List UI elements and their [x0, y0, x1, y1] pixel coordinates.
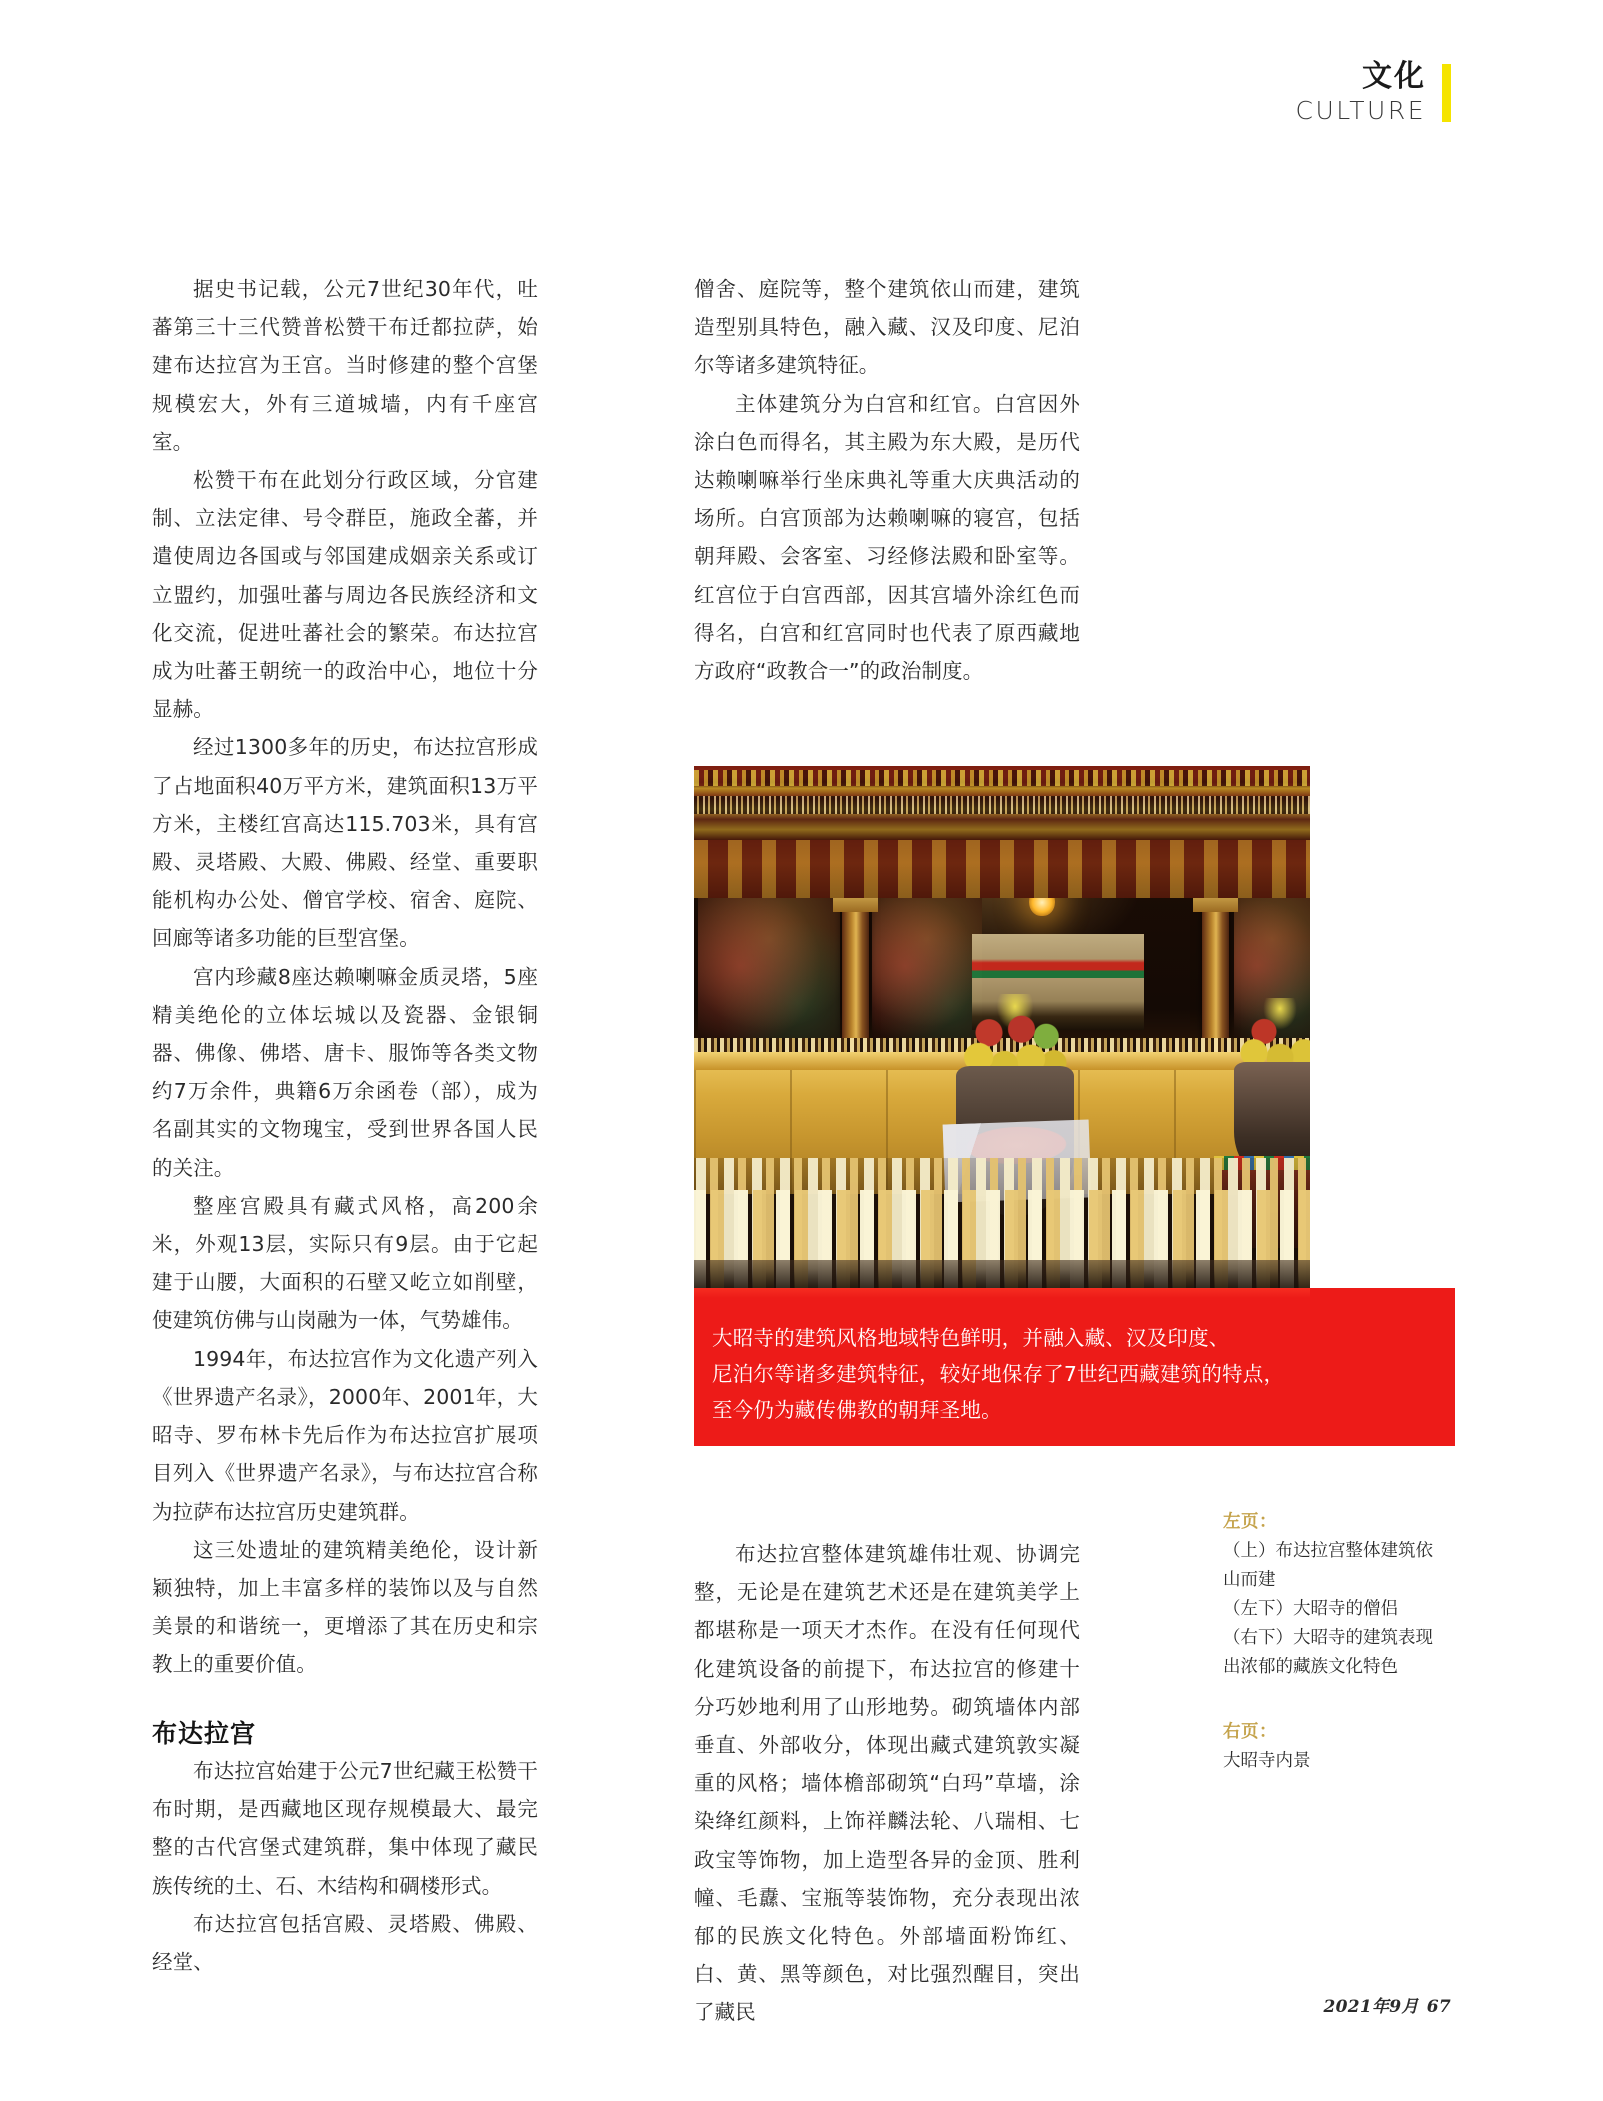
photo-frieze	[694, 766, 1310, 840]
left-page-caption-title: 左页：	[1223, 1512, 1277, 1532]
paragraph: 僧舍、庭院等，整个建筑依山而建，建筑造型别具特色，融入藏、汉及印度、尼泊尔等诸多建筑特征。	[694, 277, 1080, 378]
paragraph: 主体建筑分为白宫和红官。白宫因外涂白色而得名，其主殿为东大殿，是历代达赖喇嘛举行坐床典礼等重大庆典活动的场所。白宫顶部为达赖喇嘛的寝宫，包括朝拜殿、会客室、习经修法殿和卧室等。红宫位于白宫西部，因其宫墙外涂红色而得名，白宫和红宫同时也代表了原西藏地方政府“政教合一”的政治制度。	[694, 391, 1080, 684]
right-page-caption-block	[1223, 1718, 1453, 1776]
section-title-cn: 文化	[1362, 59, 1426, 94]
paragraph: 布达拉宫整体建筑雄伟壮观、协调完整，无论是在建筑艺术还是在建筑美学上都堪称是一项天才杰作。在没有任何现代化建筑设备的前提下，布达拉宫的修建十分巧妙地利用了山形地势。砌筑墙体内部垂直、外部收分，体现出藏式建筑敦实凝重的风格；墙体檐部砌筑“白玛”草墙，涂染绛红颜料，上饰祥麟法轮、八瑞相、七政宝等饰物，加上造型各异的金顶、胜利幢、毛纛、宝瓶等装饰物，充分表现出浓郁的民族文化特色。外部墙面粉饰红、白、黄、黑等颜色，对比强烈醒目，突出了藏民	[694, 1542, 1080, 2025]
caption-line: 山而建	[1223, 1570, 1276, 1590]
photo-valance	[694, 840, 1310, 898]
caption-line: 大昭寺内景	[1223, 1751, 1311, 1771]
body-column-right-bottom	[694, 1535, 1080, 2032]
caption-line: （左下）大昭寺的僧侣	[1223, 1599, 1398, 1619]
paragraph: 1994年，布达拉宫作为文化遗产列入《世界遗产名录》，2000年、2001年，大昭寺、罗布林卡先后作为布达拉宫扩展项目列入《世界遗产名录》，与布达拉宫合称为拉萨布达拉宫历史建筑群。	[152, 1346, 538, 1524]
caption-line: 至今仍为藏传佛教的朝拜圣地。	[712, 1398, 1002, 1422]
right-page-caption-title: 右页：	[1223, 1722, 1277, 1742]
caption-photo-overlap	[694, 1288, 1310, 1298]
section-label-group	[1295, 59, 1426, 125]
paragraph: 经过1300多年的历史，布达拉宫形成了占地面积40万平方米，建筑面积13万平方米，主楼红宫高达115.703米，具有宫殿、灵塔殿、大殿、佛殿、经堂、重要职能机构办公处、僧官学校、宿舍、庭院、回廊等诸多功能的巨型宫堡。	[152, 735, 538, 951]
paragraph: 这三处遗址的建筑精美绝伦，设计新颖独特，加上丰富多样的装饰以及与自然美景的和谐统一，更增添了其在历史和宗教上的重要价值。	[152, 1537, 538, 1677]
paragraph: 宫内珍藏8座达赖喇嘛金质灵塔，5座精美绝伦的立体坛城以及瓷器、金银铜器、佛像、佛塔、唐卡、服饰等各类文物约7万余件，典籍6万余函卷（部），成为名副其实的文物瑰宝，受到世界各国人民的关注。	[152, 964, 538, 1180]
section-subheading: 布达拉宫	[152, 1718, 257, 1748]
caption-line: （上）布达拉宫整体建筑依	[1223, 1541, 1433, 1561]
header-accent-bar	[1442, 64, 1451, 122]
figure-caption-sidebar	[1223, 1508, 1453, 1776]
section-title-en: CULTURE	[1295, 96, 1426, 125]
page-number: 67	[1426, 1997, 1451, 2017]
caption-text-group	[712, 1320, 1439, 1428]
paragraph: 松赞干布在此划分行政区域，分官建制、立法定律、号令群臣，施政全蕃，并遣使周边各国或与邻国建成姻亲关系或订立盟约，加强吐蕃与周边各民族经济和文化交流，促进吐蕃社会的繁荣。布达拉宫成为吐蕃王朝统一的政治中心，地位十分显赫。	[152, 468, 538, 722]
caption-line: 大昭寺的建筑风格地域特色鲜明，并融入藏、汉及印度、	[712, 1326, 1230, 1350]
issue-date: 2021年9月	[1323, 1997, 1419, 2017]
paragraph: 布达拉宫包括宫殿、灵塔殿、佛殿、经堂、	[152, 1911, 538, 1975]
caption-line: （右下）大昭寺的建筑表现	[1223, 1628, 1433, 1648]
left-page-caption-block	[1223, 1508, 1453, 1682]
caption-line: 出浓郁的藏族文化特色	[1223, 1657, 1398, 1677]
paragraph: 布达拉宫始建于公元7世纪藏王松赞干布时期，是西藏地区现存规模最大、最完整的古代宫堡式建筑群，集中体现了藏民族传统的土、石、木结构和碉楼形式。	[152, 1759, 538, 1898]
body-column-left	[152, 270, 538, 1981]
page-header	[1295, 59, 1451, 125]
paragraph: 整座宫殿具有藏式风格，高200余米，外观13层，实际只有9层。由于它起建于山腰，大面积的石壁又屹立如削壁，使建筑仿佛与山岗融为一体，气势雄伟。	[152, 1193, 538, 1333]
photo-caption-banner	[694, 1288, 1455, 1446]
caption-line: 尼泊尔等诸多建筑特征，较好地保存了7世纪西藏建筑的特点，	[712, 1362, 1285, 1386]
paragraph: 据史书记载，公元7世纪30年代，吐蕃第三十三代赞普松赞干布迁都拉萨，始建布达拉宫为王宫。当时修建的整个宫堡规模宏大，外有三道城墙，内有千座宫室。	[152, 277, 538, 454]
temple-interior-photo	[694, 766, 1310, 1294]
body-column-right-top	[694, 270, 1080, 690]
page-footer	[1323, 1992, 1451, 2017]
caption-spacer	[1223, 1682, 1453, 1718]
photo-canvas	[694, 766, 1310, 1294]
